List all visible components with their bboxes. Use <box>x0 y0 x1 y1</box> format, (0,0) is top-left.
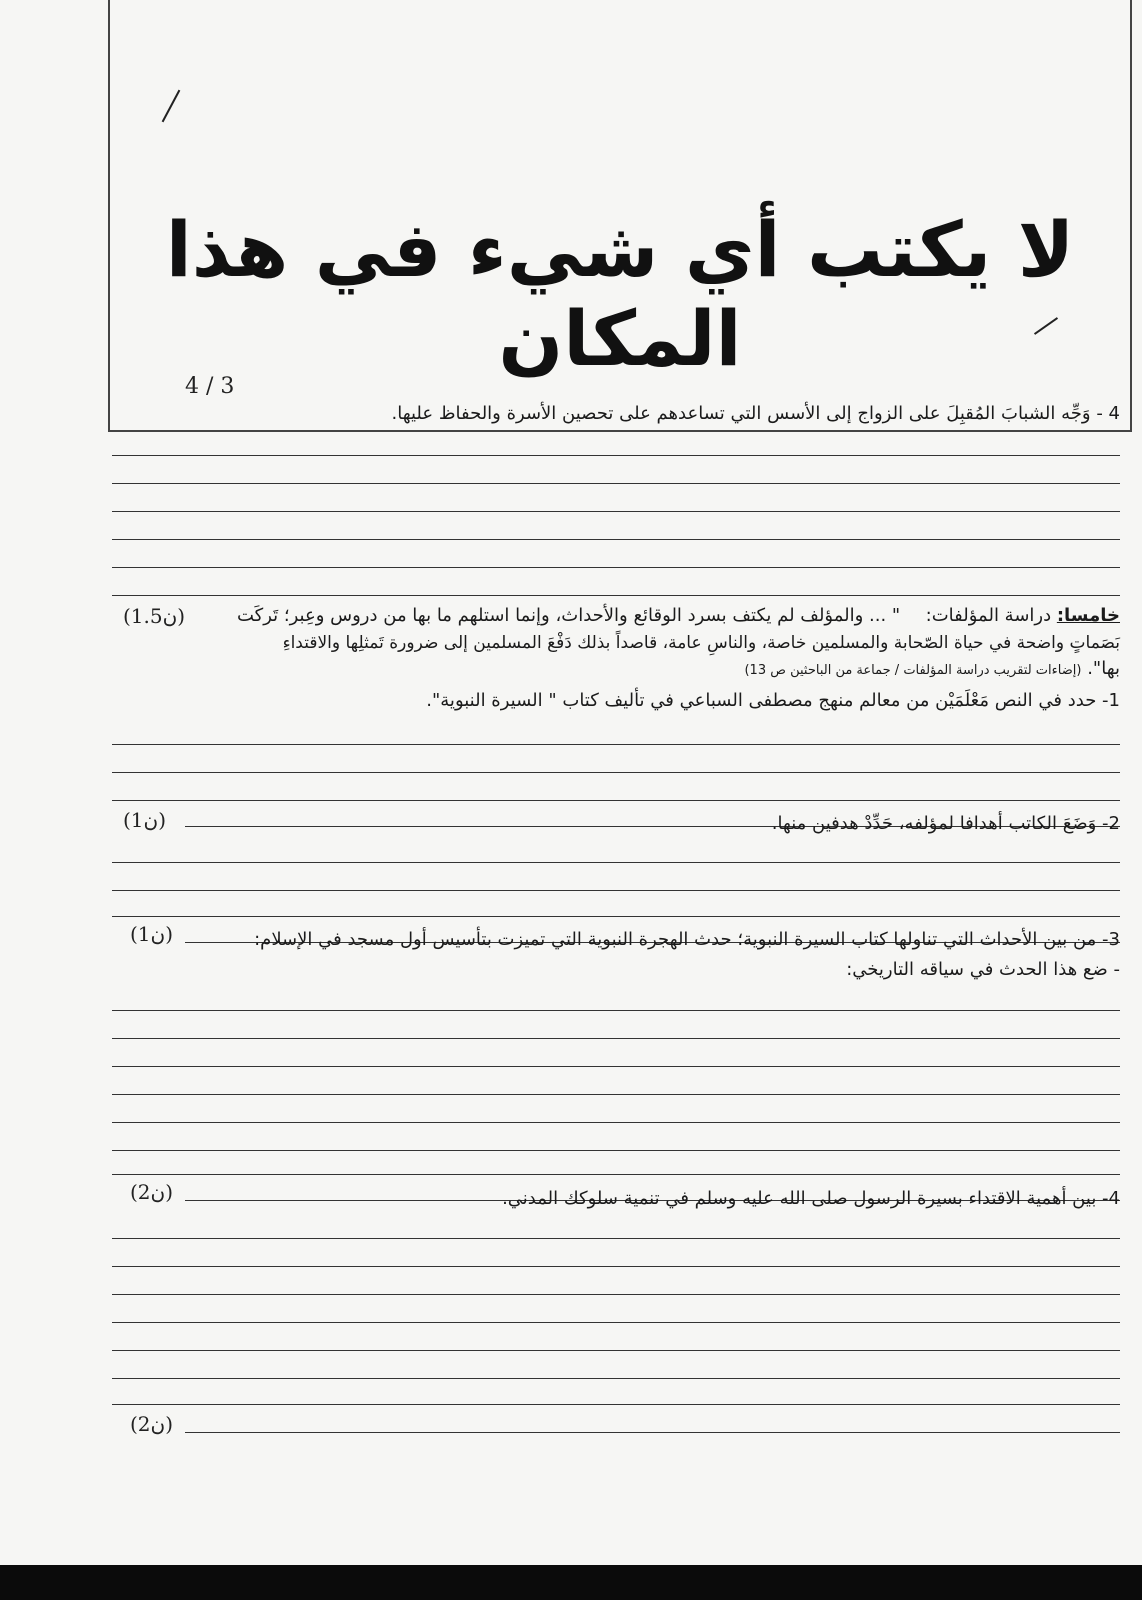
question-5-4: 4- بين أهمية الاقتداء بسيرة الرسول صلى الله عليه وسلم في تنمية سلوكك المدني. <box>502 1188 1120 1209</box>
answer-line[interactable] <box>112 1322 1120 1323</box>
section-5-subtitle: دراسة المؤلفات: <box>925 605 1057 626</box>
scan-bottom-border <box>0 1565 1142 1600</box>
question-5-2-score: (1ن) <box>130 922 174 946</box>
answer-line[interactable] <box>112 1266 1120 1267</box>
answer-line[interactable] <box>112 1238 1120 1239</box>
answer-line[interactable] <box>112 800 1120 801</box>
answer-line[interactable] <box>112 1294 1120 1295</box>
passage-line-3: بها". <box>1087 658 1120 679</box>
passage-line-3-wrap <box>744 657 1120 681</box>
answer-line[interactable] <box>112 1122 1120 1123</box>
answer-line[interactable] <box>112 1038 1120 1039</box>
answer-line[interactable] <box>112 890 1120 891</box>
answer-line[interactable] <box>112 1378 1120 1379</box>
answer-line[interactable] <box>112 1010 1120 1011</box>
question-5-4-score: (2ن) <box>130 1412 174 1436</box>
answer-line[interactable] <box>112 539 1120 540</box>
answer-line[interactable] <box>112 1066 1120 1067</box>
question-5-1-score: (1ن) <box>123 808 167 832</box>
answer-line[interactable] <box>112 862 1120 863</box>
answer-line[interactable] <box>112 772 1120 773</box>
section-5-score: (1.5ن) <box>123 604 186 628</box>
answer-line[interactable] <box>112 916 1120 917</box>
question-5-2: 2- وَضَعَ الكاتب أهدافا لمؤلفه، حَدِّدْ هدفين منها. <box>771 813 1120 834</box>
question-5-3-instruction: - ضع هذا الحدث في سياقه التاريخي: <box>846 959 1120 980</box>
answer-line[interactable] <box>112 511 1120 512</box>
passage-source: (إضاءات لتقريب دراسة المؤلفات / جماعة من الباحثين ص 13) <box>744 663 1082 678</box>
answer-line[interactable] <box>112 1404 1120 1405</box>
answer-line[interactable] <box>112 455 1120 456</box>
passage-line-1: " ... والمؤلف لم يكتف بسرد الوقائع والأحداث، وإنما استلهم ما بها من دروس وعِبر؛ تَركَت <box>237 605 901 626</box>
answer-line[interactable] <box>112 1350 1120 1351</box>
answer-line[interactable] <box>112 567 1120 568</box>
do-not-write-box <box>108 0 1132 432</box>
passage-line-2: بَصَماتٍ واضحة في حياة الصّحابة والمسلمين خاصة، والناسِ عامة، قاصداً بذلك دَفْعَ المسلمين إلى ضرورة تَمثلِها والاقتداءِ <box>282 633 1120 653</box>
answer-line[interactable] <box>112 1150 1120 1151</box>
section-5-title: خامسا: <box>1056 605 1120 626</box>
question-5-3-score: (2ن) <box>130 1180 174 1204</box>
page-number: 4 / 3 <box>185 374 235 399</box>
answer-line[interactable] <box>185 1432 1120 1433</box>
answer-line[interactable] <box>112 595 1120 596</box>
answer-line[interactable] <box>112 1094 1120 1095</box>
answer-line[interactable] <box>112 1174 1120 1175</box>
do-not-write-notice: لا يكتب أي شيء في هذا المكان <box>165 205 1075 383</box>
pen-mark <box>162 90 181 123</box>
section-5-heading <box>237 604 1120 628</box>
answer-line[interactable] <box>112 483 1120 484</box>
question-5-3: 3- من بين الأحداث التي تناولها كتاب السيرة النبوية؛ حدث الهجرة النبوية التي تميزت بتأسيس أول مسجد في الإسلام: <box>254 929 1120 950</box>
question-4-marriage: 4 - وَجِّه الشبابَ المُقبِلَ على الزواج إلى الأسس التي تساعدهم على تحصين الأسرة والحفاظ عليها. <box>391 403 1120 424</box>
answer-line[interactable] <box>112 744 1120 745</box>
question-5-1: 1- حدد في النص مَعْلَمَيْن من معالم منهج مصطفى السباعي في تأليف كتاب " السيرة النبوية". <box>426 690 1120 711</box>
